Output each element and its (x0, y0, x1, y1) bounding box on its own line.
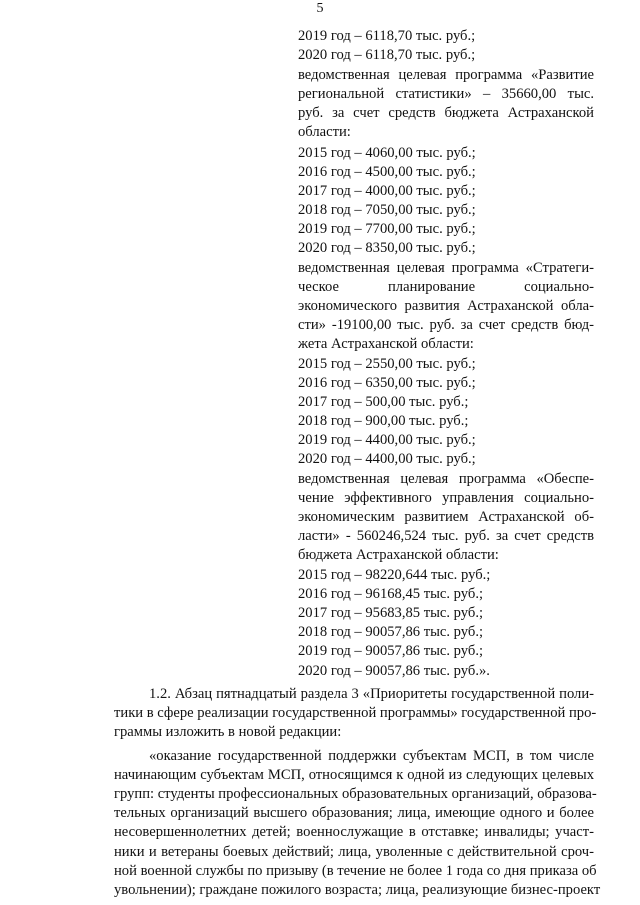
paragraph-line: тики в сфере реализации государственной программы» государственной про- (114, 705, 597, 722)
text-line: 2017 год – 95683,85 тыс. руб.; (298, 605, 484, 621)
paragraph-line: граммы изложить в новой редакции: (114, 724, 342, 741)
paragraph-line: начинающим субъектам МСП, относящимся к одной из следующих целевых (114, 766, 594, 783)
text-line: экономическим развитием Астраханской об- (298, 509, 594, 525)
text-line: чение эффективного управления социально- (298, 490, 594, 506)
text-line: 2018 год – 900,00 тыс. руб.; (298, 413, 469, 429)
text-line: 2018 год – 7050,00 тыс. руб.; (298, 202, 476, 218)
text-line: 2020 год – 4400,00 тыс. руб.; (298, 451, 476, 467)
text-line: 2020 год – 6118,70 тыс. руб.; (298, 47, 476, 63)
text-line: 2020 год – 90057,86 тыс. руб.». (298, 663, 490, 679)
text-line: 2017 год – 4000,00 тыс. руб.; (298, 183, 476, 199)
text-line: ведомственная целевая программа «Обеспе- (298, 471, 594, 487)
text-line: 2020 год – 8350,00 тыс. руб.; (298, 240, 476, 256)
text-line: 2019 год – 90057,86 тыс. руб.; (298, 643, 484, 659)
text-line: региональной статистики» – 35660,00 тыс. (298, 86, 594, 102)
text-line: бюджета Астраханской области: (298, 547, 499, 563)
text-line: 2018 год – 90057,86 тыс. руб.; (298, 624, 484, 640)
text-line: 2019 год – 6118,70 тыс. руб.; (298, 28, 476, 44)
text-line: ласти» - 560246,524 тыс. руб. за счет средств (298, 528, 594, 544)
text-line: 2019 год – 7700,00 тыс. руб.; (298, 221, 476, 237)
paragraph-line: групп: студенты профессиональных образовательных организаций, образова- (114, 786, 597, 802)
text-line: 2015 год – 4060,00 тыс. руб.; (298, 145, 476, 161)
text-line: области: (298, 124, 351, 140)
text-line: 2017 год – 500,00 тыс. руб.; (298, 394, 469, 410)
text-line: жета Астраханской области: (298, 336, 474, 352)
paragraph-line: несовершеннолетних детей; военнослужащие в отставке; инвалиды; участ- (114, 824, 594, 841)
text-line: 2016 год – 4500,00 тыс. руб.; (298, 164, 476, 180)
paragraph-line: 1.2. Абзац пятнадцатый раздела 3 «Приоритеты государственной поли- (149, 686, 594, 702)
text-line: экономического развития Астраханской обла- (298, 298, 594, 314)
text-line: ведомственная целевая программа «Развитие (298, 67, 594, 83)
paragraph-line: «оказание государственной поддержки субъектам МСП, в том числе (149, 747, 594, 764)
paragraph-line: ники и ветераны боевых действий; лица, уволенные с действительной сроч- (114, 843, 594, 860)
paragraph-line: тельных организаций высшего образования; лица, имеющие одного и более (114, 805, 594, 822)
paragraph-line: увольнении); граждане пожилого возраста; лица, реализующие бизнес-проект (114, 882, 601, 898)
text-line: 2015 год – 2550,00 тыс. руб.; (298, 356, 476, 372)
text-line: сти» -19100,00 тыс. руб. за счет средств бюд- (298, 317, 594, 333)
text-line: 2019 год – 4400,00 тыс. руб.; (298, 432, 476, 448)
text-line: 2015 год – 98220,644 тыс. руб.; (298, 567, 491, 583)
text-line: ческое планирование социально- (298, 279, 594, 295)
page-number: 5 (316, 1, 324, 16)
text-line: 2016 год – 96168,45 тыс. руб.; (298, 586, 484, 602)
text-line: 2016 год – 6350,00 тыс. руб.; (298, 375, 476, 391)
text-line: руб. за счет средств бюджета Астраханской (298, 105, 594, 121)
text-line: ведомственная целевая программа «Стратеги- (298, 260, 594, 276)
paragraph-line: ной военной службы по призыву (в течение не более 1 года со дня приказа об (114, 862, 597, 879)
